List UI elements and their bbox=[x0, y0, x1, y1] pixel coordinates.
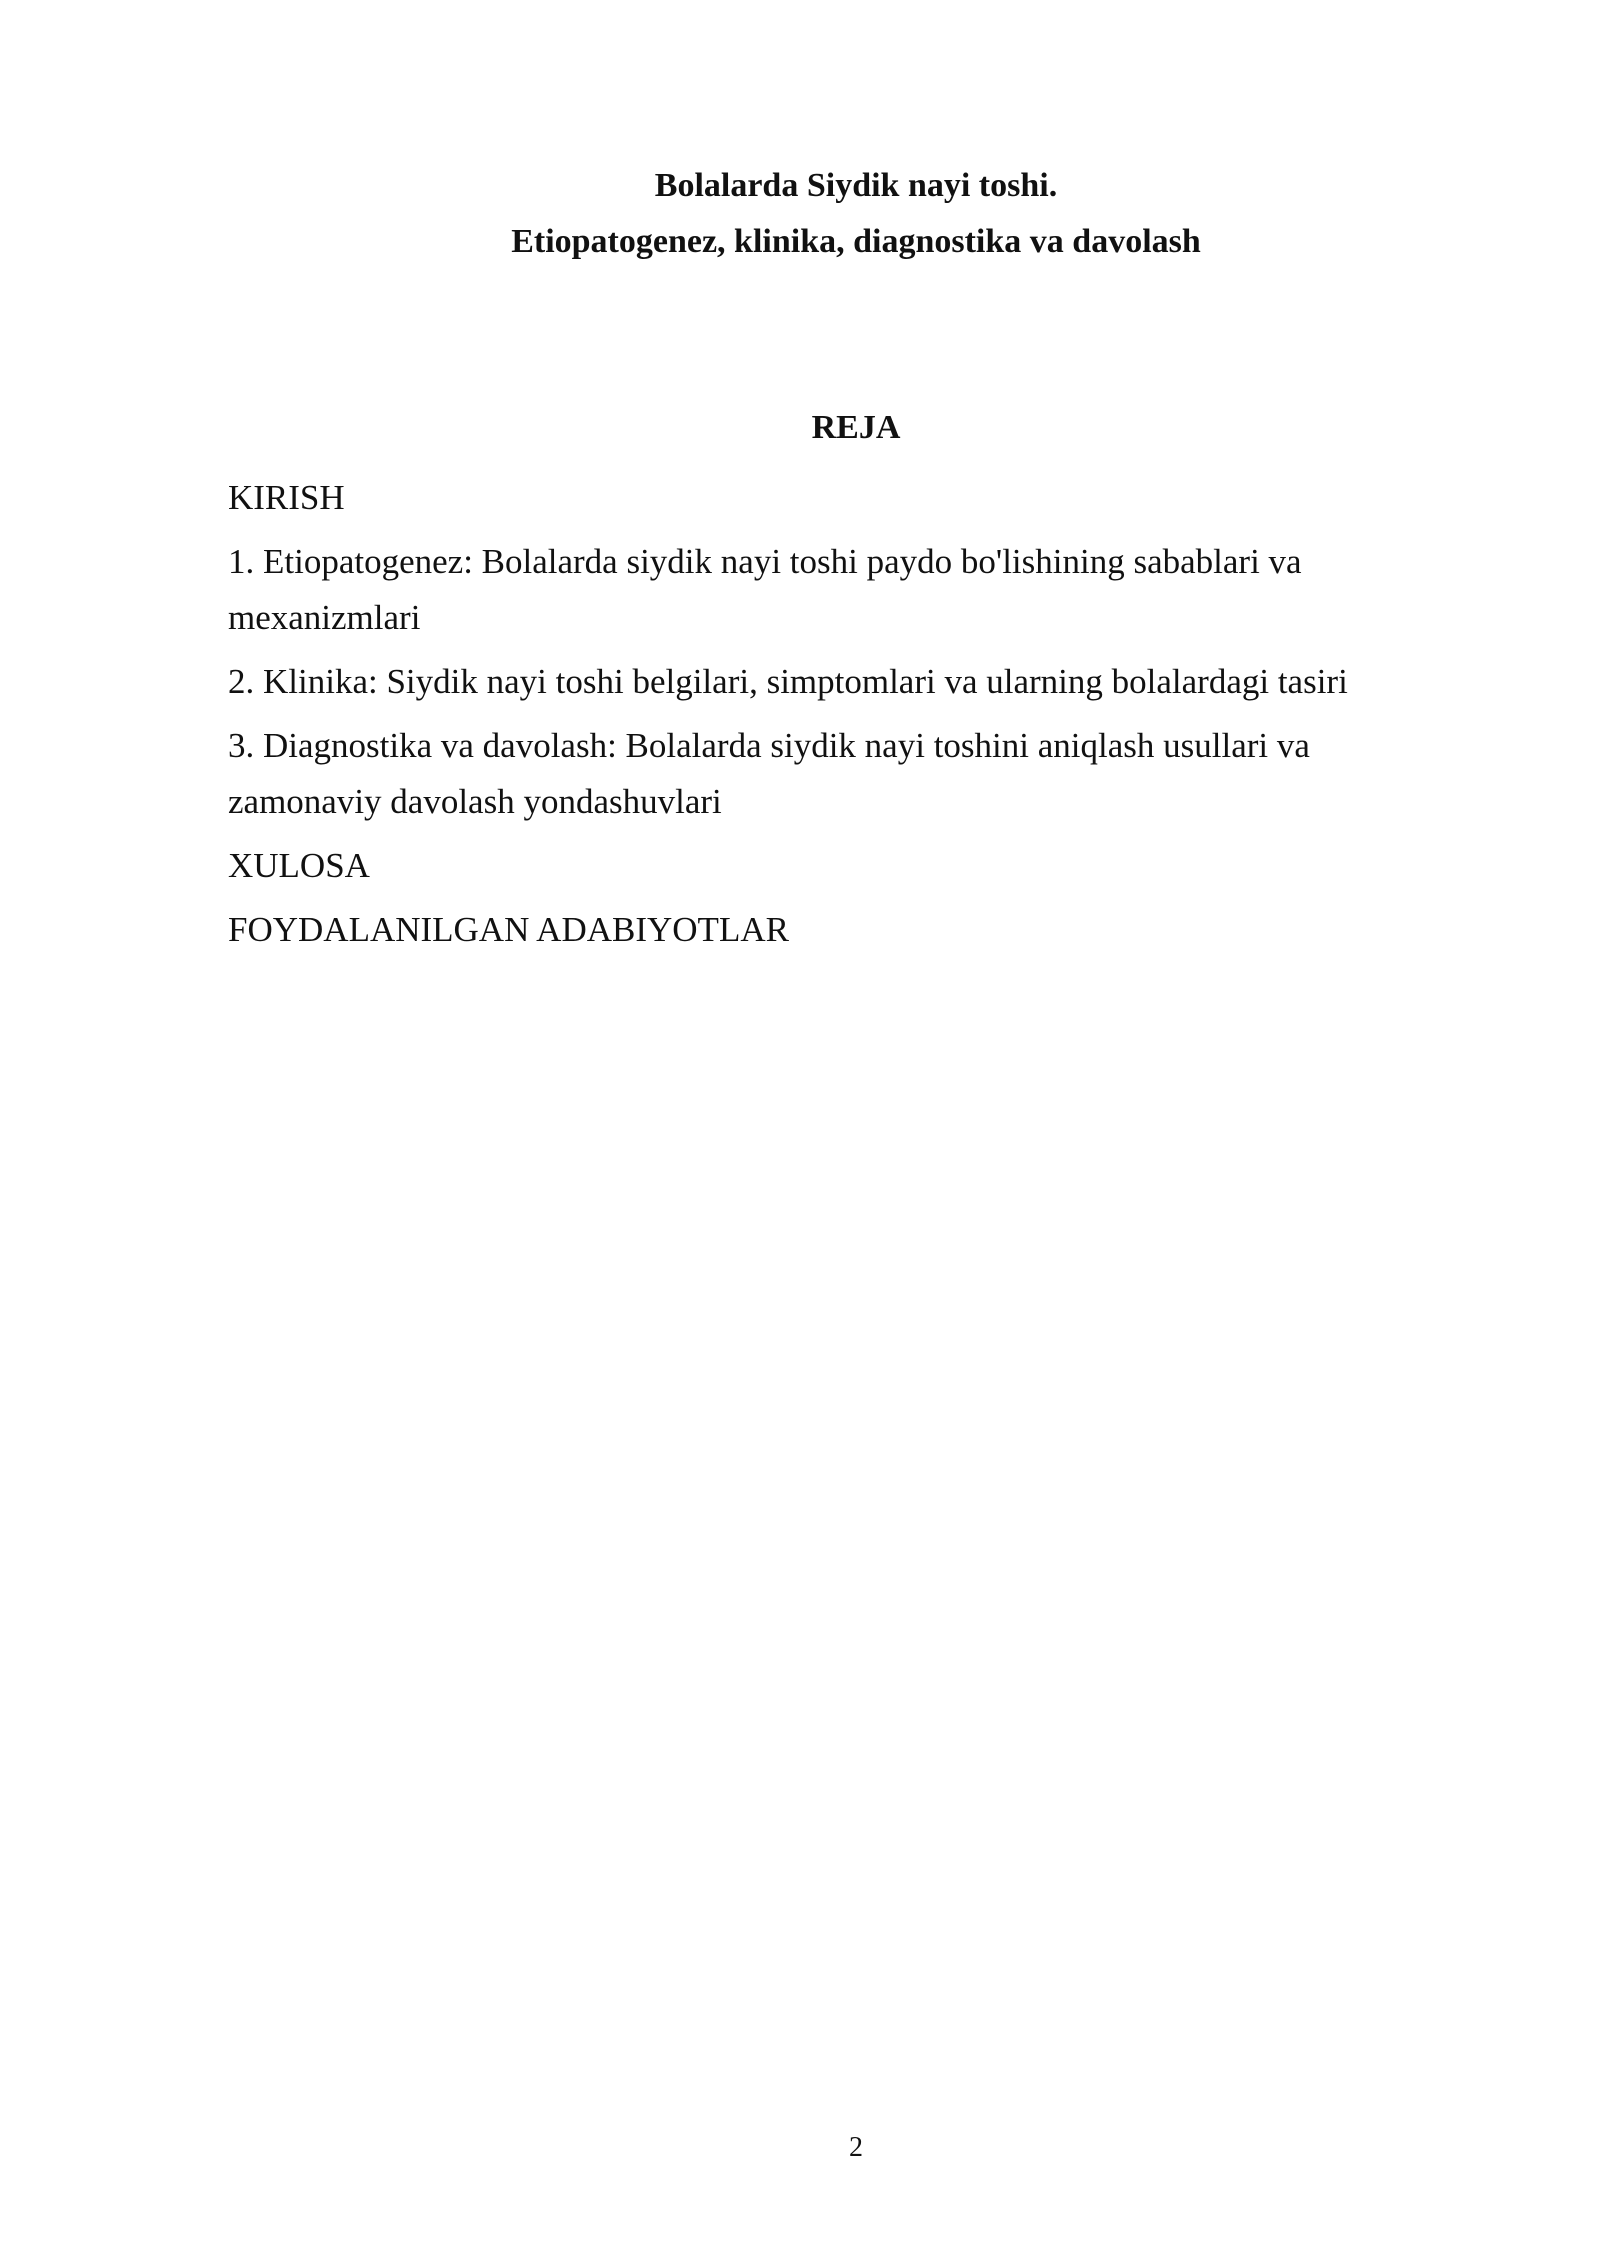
plan-item-conclusion: XULOSA bbox=[228, 846, 370, 885]
document-title bbox=[0, 158, 1600, 270]
plan-list bbox=[228, 470, 1443, 966]
plan-heading: REJA bbox=[811, 409, 901, 446]
title-line-1: Bolalarda Siydik nayi toshi. bbox=[654, 167, 1058, 204]
plan-item-clinic: 2. Klinika: Siydik nayi toshi belgilari, simptomlari va ularning bolalardagi tasiri bbox=[228, 662, 1348, 701]
plan-item-etiopathogenesis: 1. Etiopatogenez: Bolalarda siydik nayi toshi paydo bo'lishining sabablari va mexanizmlari bbox=[228, 542, 1302, 637]
plan-item-references: FOYDALANILGAN ADABIYOTLAR bbox=[228, 910, 789, 949]
page-number: 2 bbox=[849, 2132, 863, 2163]
title-line-2: Etiopatogenez, klinika, diagnostika va davolash bbox=[511, 223, 1201, 260]
plan-item-introduction: KIRISH bbox=[228, 478, 345, 517]
plan-item-diagnostics-treatment: 3. Diagnostika va davolash: Bolalarda siydik nayi toshini aniqlash usullari va zamonaviy davolash yondashuvlari bbox=[228, 726, 1310, 821]
